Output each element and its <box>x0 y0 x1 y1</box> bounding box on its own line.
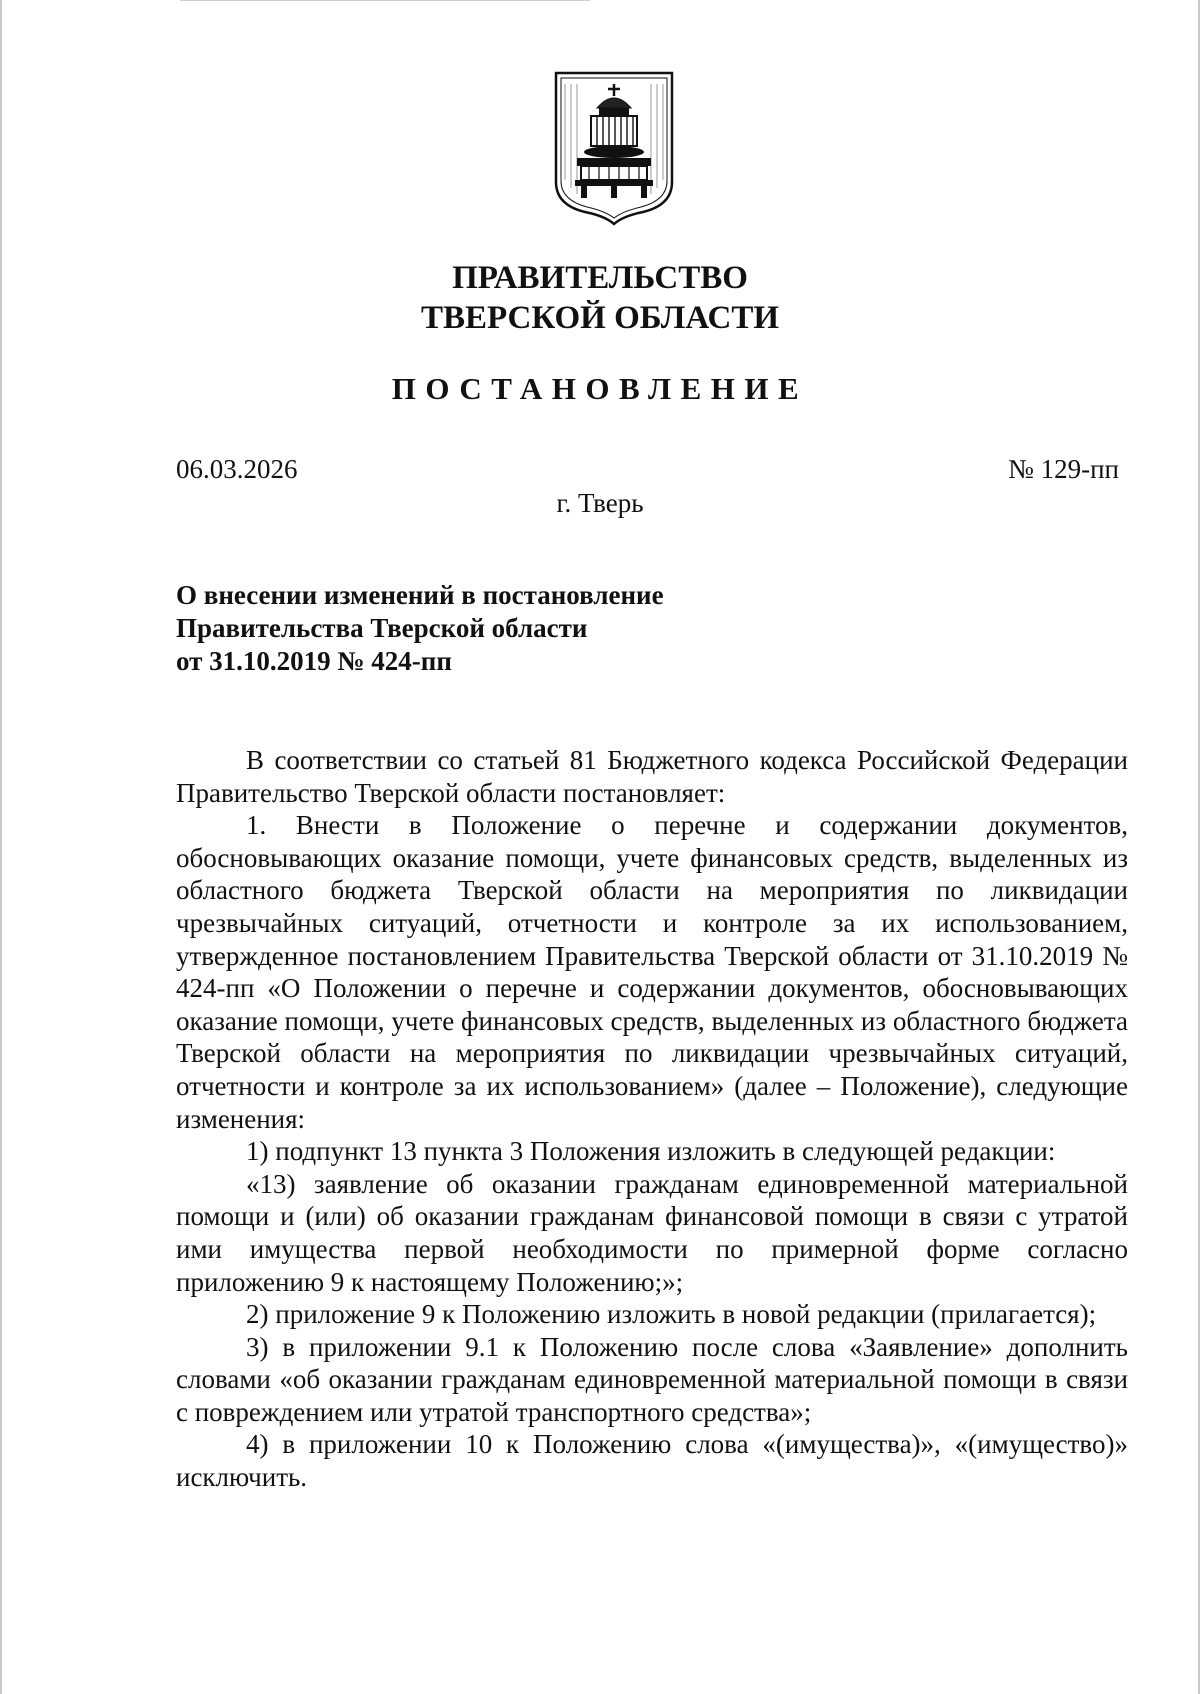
subject-line3: от 31.10.2019 № 424-пп <box>176 646 452 676</box>
body-intro: В соответствии со статьей 81 Бюджетного кодекса Российской Федерации Правительство Тверской области постановляет: <box>176 745 1128 808</box>
subject-line1: О внесении изменений в постановление <box>176 580 664 610</box>
body-subitem-4: 4) в приложении 10 к Положению слова «(имущества)», «(имущество)» исключить. <box>176 1429 1128 1493</box>
government-title-line2: ТВЕРСКОЙ ОБЛАСТИ <box>420 300 780 336</box>
body-item-1: 1. Внести в Положение о перечне и содержании документов, обосновывающих оказание помощи, учете финансовых средств, выделенных из областного бюджета Тверской области на мероприятия по ликвидации чрезвычайных ситуаций, отчетности и контроле за их использованием, утвержденное постановлением Правительства Тверской области от 31.10.2019 № 424-пп «О Положении о перечне и содержании документов, обосновывающих оказание помощи, учете финансовых средств, выделенных из областного бюджета Тверской области на мероприятия по ликвидации чрезвычайных ситуаций, отчетности и контроле за их использованием» (далее – Положение), следующие изменения: <box>176 810 1128 1134</box>
document-type: ПОСТАНОВЛЕНИЕ <box>391 371 809 406</box>
document-date: 06.03.2026 <box>176 454 298 484</box>
coat-of-arms-emblem <box>553 70 675 226</box>
body-subitem-1: 1) подпункт 13 пункта 3 Положения изложить в следующей редакции: <box>246 1136 1056 1167</box>
government-title <box>0 258 1200 338</box>
body-subitem-1-text: «13) заявление об оказании гражданам единовременной материальной помощи и (или) об оказании гражданам финансовой помощи в связи с утратой ими имущества первой необходимости по примерной форме согласно приложению 9 к настоящему Положению;»; <box>176 1168 1128 1297</box>
subject-line2: Правительства Тверской области <box>176 613 588 643</box>
body-subitem-2: 2) приложение 9 к Положению изложить в новой редакции (прилагается); <box>246 1299 1097 1330</box>
document-body <box>176 744 1128 1494</box>
body-subitem-3: 3) в приложении 9.1 к Положению после слова «Заявление» дополнить словами «об оказании гражданам единовременной материальной помощи в связи с повреждением или утратой транспортного средства»; <box>176 1331 1128 1427</box>
scan-edge-top <box>180 0 590 1</box>
document-subject <box>176 579 664 678</box>
document-city: г. Тверь <box>556 488 644 518</box>
government-title-line1: ПРАВИТЕЛЬСТВО <box>452 260 748 296</box>
scan-edge-left <box>0 0 2 1694</box>
document-number: № 129-пп <box>1008 454 1119 484</box>
